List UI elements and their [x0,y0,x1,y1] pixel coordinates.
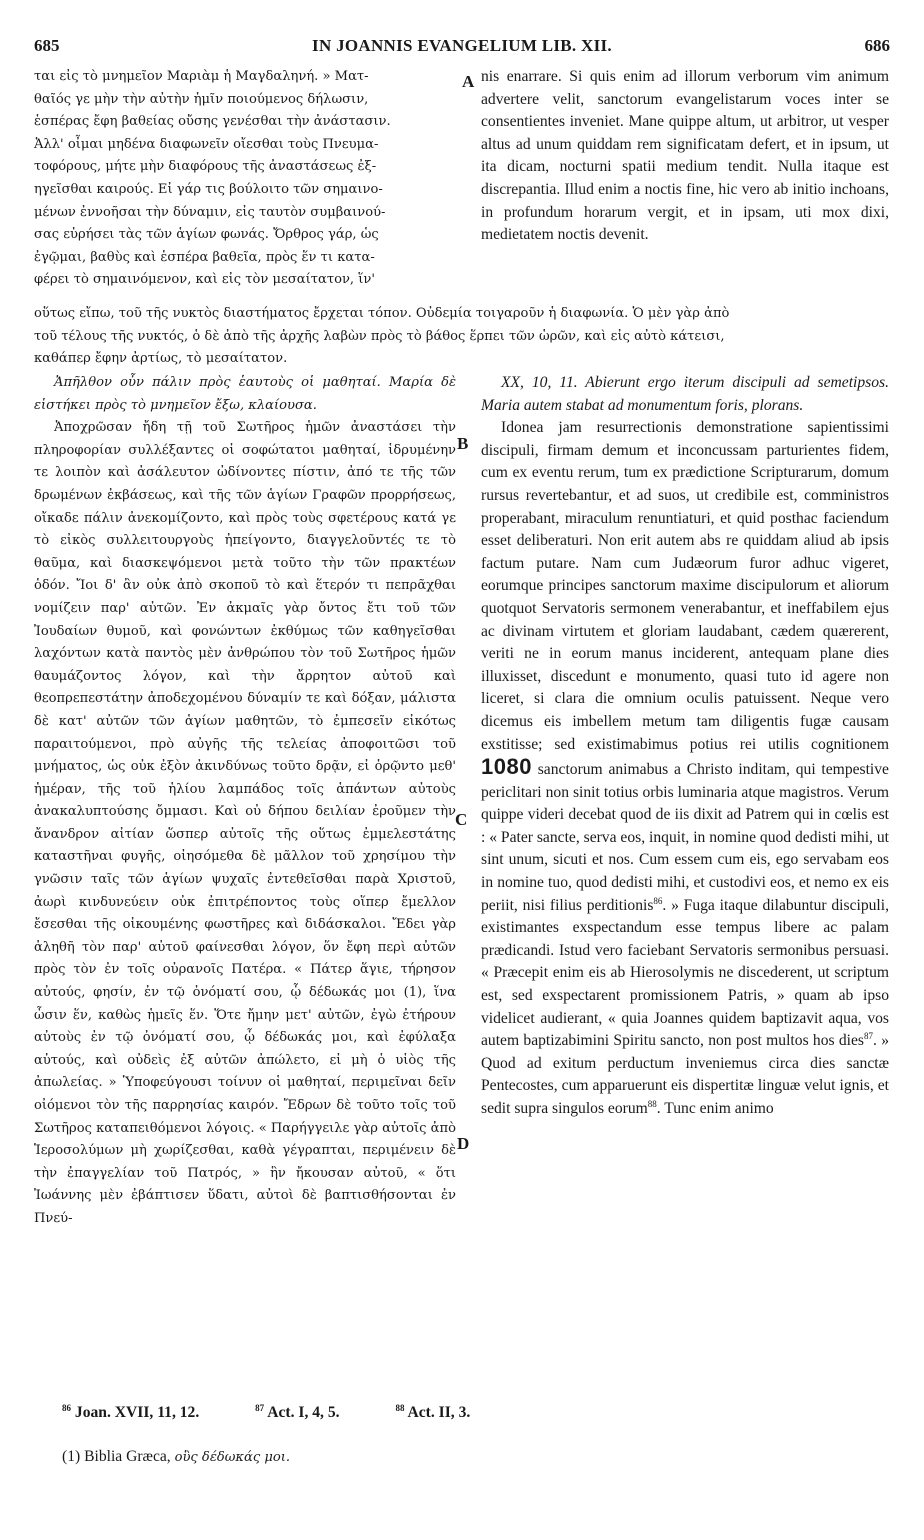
running-title: IN JOANNIS EVANGELIUM LIB. XII. [312,36,612,55]
margin-letter-c: C [455,810,468,829]
page-number-left: 685 [34,36,60,55]
greek-column-top [34,66,456,292]
latin-column-top [481,66,889,247]
footnote-marker: 87 [864,1031,873,1042]
latin-text: . » Fuga itaque dilabuntur discipuli, existimantes exspectandum esse tempus libere ac palam prædicandi. Istud vero faciebant Servatoris sermonibus persuasi. « Præcepit enim eis ab Hierosolymis ne discederent, ut scriptum est, sed exspectarent promissionem Patris, » quam ab ipso videlicet audierant, « quia Joannes quidem baptizavit aqua, vos autem baptizabimini Spiritu sancto, non post multos hos dies [481,896,889,1050]
margin-letter-b: B [457,434,469,453]
greek-line: τοφόρους, μήτε μὴν διαφόρους τῆς ἀναστάσεως ἐξ- [34,159,377,175]
note-prefix: (1) Biblia Græca, [62,1448,175,1465]
greek-line: ἐγῷμαι, βαθὺς καὶ ἑσπέρα βαθεῖα, πρὸς ἕν τι κατα- [34,249,375,265]
greek-line: Ἀλλ' οἶμαι μηδένα διαφωνεῖν οἴεσθαι τοὺς Πνευμα- [34,136,379,152]
footnote [62,1404,225,1421]
latin-paragraph: nis enarrare. Si quis enim ad illorum verborum vim animum advertere velit, sanctorum evangelistarum voces inter se consentientes inveniet. Mane quippe altum, ut arbitror, ut vesper altus ad unum quiddam rem significatam defert, et in ipsum, ut ita dicam, nocturni spatii medium tendit. Nulla itaque est discrepantia. Illud enim a noctis fine, hic vero ab initio inchoans, in profundum horarum vergit, et in ipsam, uti mox dixi, medietatem noctis devenit. [481,68,889,244]
footnote-mark: 88 [395,1402,405,1413]
greek-line: ἑσπέρας ἔφη βαθείας οὔσης γενέσθαι τὴν ἀνάστασιν. [34,114,391,130]
latin-column-main [481,372,889,1121]
greek-full-width [34,303,890,371]
note-greek: οὓς δέδωκάς μοι. [174,1450,291,1465]
greek-line: μένων ἐννοῆσαι τὴν δύναμιν, εἰς ταυτὸν συμβαινού- [34,204,386,220]
footnote-text: Joan. XVII, 11, 12. [74,1404,200,1421]
footnote-marker: 88 [647,1098,657,1109]
editorial-note [62,1448,892,1466]
greek-paragraph: Ἀποχρῶσαν ἤδη τῇ τοῦ Σωτῆρος ἡμῶν ἀναστάσει τὴν πληροφορίαν συλλέξαντες οἱ σοφώτατοι μαθηταί, ἱδρυμένην τε λοιπὸν καὶ ἀσάλευτον ὠδίνοντες πίστιν, ἀπό τε τῆς τῶν δρωμένων ἐκβάσεως, καὶ τῆς τῶν ἁγίων Γραφῶν προρρήσεως, οἴκαδε πάλιν ἀνεκομίζοντο, καὶ πρὸς τοὺς σφετέρους κατά γε τὸ εἰκὸς συλλειτουργοὺς ἠπείγοντο, διαγγελοῦντές τε τὸ θαῦμα, καὶ διασκεψόμενοι μετὰ τοῦτο τὴν τῶν πρακτέων ὁδόν. Ἴοι δ' ἂν οὐκ ἀπὸ σκοποῦ τὸ καὶ ἕτερόν τι πεπρᾶχθαι νομίζειν παρ' αὐτῶν. Ἐν ἀκμαῖς γὰρ ὄντος ἔτι τοῦ τῶν Ἰουδαίων θυμοῦ, καὶ φονώντων ἐκθύμως τῶν καθηγεῖσθαι λαχόντων κατὰ παντὸς μὲν ἀνθρώπου τὸν τοῦ Σωτῆρος ἡμῶν θαυμάζοντος λόγον, καὶ τὴν ἄρρητον αὐτοῦ καὶ θεοπρεπεστάτην ἀποδεχομένου δύναμίν τε καὶ δόξαν, μάλιστα δὲ κατ' αὐτῶν τῶν ἁγίων μαθητῶν, τὸ ἐμπεσεῖν εἰκότως παραιτούμενοι, πρὸ αὐγῆς τῆς τελείας ἀποφοιτῶσι τοῦ μνήματος, ὡς οὐκ ἐξὸν ἀκινδύνως τοῦτο δρᾷν, εἰ ὁρῷντο μεθ' ἡμέραν, τῆς τοῦ ἡλίου λαμπάδος τοῖς ἁπάντων αὐτοὺς ἀνακαλυπτούσης ὄμμασι. Καὶ οὐ δήπου δειλίαν ἐροῦμεν τὴν ἄνανδρον αἰτίαν ὥσπερ αὐτοῖς τῆς οὕτως ἐμμελεστάτης καταστῆναι φυγῆς, οἰησόμεθα δὲ μᾶλλον τοῦ χρησίμου τὴν γνῶσιν ταῖς τῶν ἁγίων ψυχαῖς ἐντεθεῖσθαι παρὰ Χριστοῦ, ἀωρὶ κινδυνεύειν οὐκ ἐπιτρέποντος τοὺς οἵπερ ἔμελλον ἔσεσθαι τῆς οἰκουμένης φωστῆρες καὶ διδάσκαλοι. Ἔδει γὰρ ἀληθῆ τὸν παρ' αὐτοῦ φαίνεσθαι λόγον, ὅν ἔφη περὶ αὐτῶν πρὸς τὸν ἐν τοῖς οὐρανοῖς Πατέρα. « Πάτερ ἅγιε, τήρησον αὐτούς, φησίν, ἐν τῷ ὀνόματί σου, ᾧ δέδωκάς μοι (1), ἵνα ὦσιν ἕν, καθὼς ἡμεῖς ἕν. Ὅτε ἤμην μετ' αὐτῶν, ἐγὼ ἐτήρουν αὐτοὺς ἐν τῷ ὀνόματί σου, ᾧ δέδωκάς μοι, καὶ ἐφύλαξα αὐτούς, καὶ οὐδεὶς ἐξ αὐτῶν ἀπώλετο, εἰ μὴ ὁ υἱὸς τῆς ἀπωλείας. » Ὑποφεύγουσι τοίνυν οἱ μαθηταί, περιμεῖναι δεῖν οἰόμενοι τὸν τῆς παρρησίας καιρόν. Ἔδρων δὲ τοῦτο τοῖς τοῦ Σωτῆρος καταπειθόμενοι λόγοις. « Παρήγγειλε γὰρ αὐτοῖς ἀπὸ Ἱεροσολύμων μὴ χωρίζεσθαι, καθὰ γέγραπται, περιμένειν δὲ τὴν ἐπαγγελίαν τοῦ Πατρός, » ἣν ἤκουσαν αὐτοῦ, « ὅτι Ἰωάννης μὲν ἐβάπτισεν ὕδατι, αὐτοὶ δὲ βαπτισθήσονται ἐν Πνεύ- [34,420,456,1226]
margin-letter-d: D [457,1134,470,1153]
margin-letter-a: A [462,72,475,91]
greek-line: φέρει τὸ σημαινόμενον, καὶ εἰς τὸν μεσαίτατον, ἵν' [34,272,375,288]
greek-column-main [34,372,456,1231]
footnote [395,1404,496,1421]
footnote-marker: 86 [653,895,663,906]
page-number-right: 686 [864,36,890,55]
latin-paragraph [481,417,889,1120]
latin-text: . Tunc enim animo [656,1100,774,1117]
greek-line: ηγεῖσθαι καιρούς. Εἰ γάρ τις βούλοιτο τῶν σημαινο- [34,181,383,197]
footnote-mark: 87 [255,1402,265,1413]
column-number: 1080 [481,754,532,780]
latin-text: sanctorum animabus a Christo inditam, qui tempestive periclitari non sinit totius orbis luminaria atque magistros. Verum quippe videri decebat quod de iis dixit ad Patrem qui in cœlis est : « Pater sancte, serva eos, inquit, in nomine quod dedisti mihi, ut sint unum, sicuti et nos. Cum essem cum eis, ego servabam eos in nomine tuo, quod dedisti mihi, et custodivi eos, et nemo ex eis periit, nisi filius perditionis [481,761,889,914]
greek-line: θαῖός γε μὴν τὴν αὐτὴν ἡμῖν ποιούμενος δήλωσιν, [34,91,369,107]
footnote-mark: 86 [62,1402,71,1413]
greek-line: τοῦ τέλους τῆς νυκτός, ὁ δὲ ἀπὸ τῆς ἀρχῆς λαβὼν πρὸς τὸ βάθος ἕρπει τῶν ὡρῶν, καὶ εἰς αὐτὸ κάτεισι, [34,328,725,344]
scripture-footnotes [62,1404,892,1422]
greek-line: ται εἰς τὸ μνημεῖον Μαριὰμ ἡ Μαγδαληνή. » Ματ- [34,69,369,84]
footnote-text: Act. II, 3. [407,1404,471,1421]
latin-lemma: XX, 10, 11. Abierunt ergo iterum discipuli ad semetipsos. Maria autem stabat ad monumentum foris, plorans. [481,374,889,414]
footnote-text: Act. I, 4, 5. [267,1404,340,1421]
greek-line: καθάπερ ἔφην ἀρτίως, τὸ μεσαίτατον. [34,351,288,367]
latin-text: Idonea jam resurrectionis demonstratione sapientissimi discipuli, firmam demum et inconcussam parturientes fidem, cum ex eventu rerum, tum ex prædictione Scripturarum, domum rursus revertebantur, et ad suos, ut credibile est, comministros properabant, miraculum renuntiaturi, et quid posthac faciendum esset deliberaturi. Non erit autem abs re quiddam aliud ab ipsis factum putare. Nam cum Judæorum furor adhuc vigeret, eorumque principes sanctorum maxime discipulorum et aliorum quotquot Servatoris sermonem venerabantur, et ineffabilem ejus ac divinam virtutem et gloriam laudabant, cædem quærerent, veriti ne in eorum manus inciderent, antequam plane dies illuxisset, discedunt e monumento, quasi tuto id agere non liceret, si clara die omnium oculis patuissent. Neque vero dicemus eis imbellem metum tam diligentis fugæ causam exstitisse; sed existimabimus potius rei utilis cognitionem [481,419,889,753]
greek-line: σας εὑρήσει τὰς τῶν ἁγίων φωνάς. Ὄρθρος γάρ, ὡς [34,227,379,243]
latin-text: . » Quod ad exitum perductum inveniemus circa dies sanctæ Pentecostes, cum apparuerunt eis dispertitæ linguæ velut ignis, et sedit supra singulos eorum [481,1032,889,1117]
greek-lemma: Ἀπῆλθον οὖν πάλιν πρὸς ἑαυτοὺς οἱ μαθηταί. Μαρία δὲ εἱστήκει πρὸς τὸ μνημεῖον ἔξω, κλαίουσα. [34,375,456,413]
footnote [255,1404,365,1421]
greek-line: οὕτως εἴπω, τοῦ τῆς νυκτὸς διαστήματος ἔρχεται τόπον. Οὐδεμία τοιγαροῦν ἡ διαφωνία. Ὁ μὲν γὰρ ἀπὸ [34,306,730,321]
running-head [34,36,890,58]
